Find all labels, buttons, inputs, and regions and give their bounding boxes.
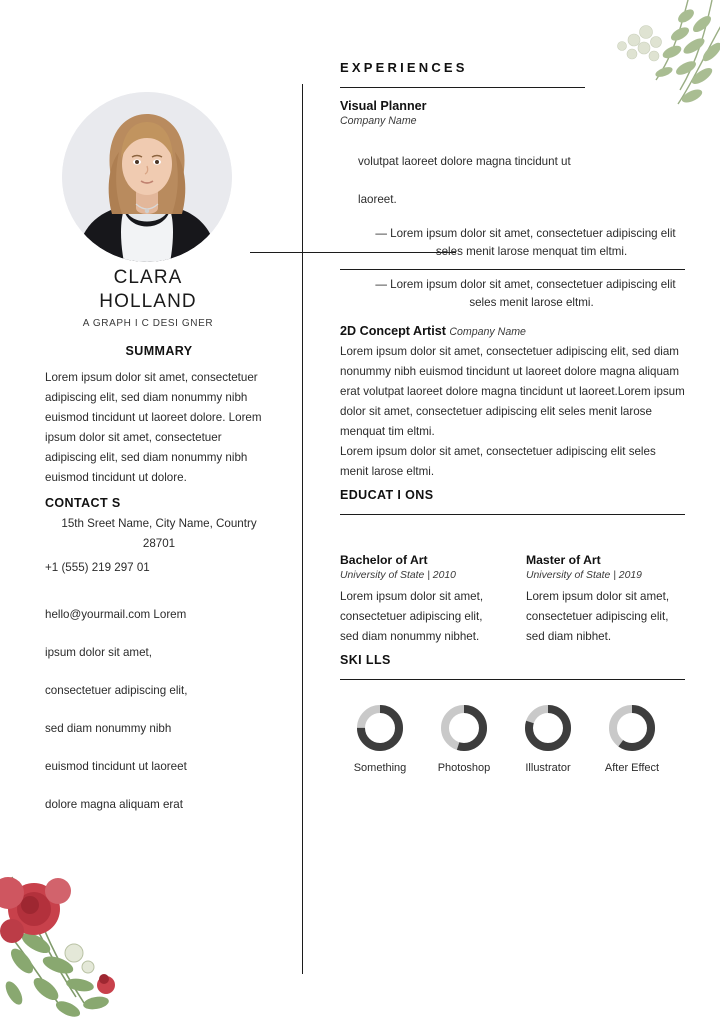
contact-line: consectetuer adipiscing elit, (45, 684, 188, 697)
right-column (340, 0, 685, 1017)
job2-title-text: 2D Concept Artist (340, 324, 446, 338)
contact-line: euismod tincidunt ut laoreet (45, 760, 187, 773)
contact-phone: +1 (555) 219 297 01 (45, 561, 150, 574)
left-body (45, 344, 273, 824)
skill-label: Photoshop (437, 762, 491, 774)
job1-title: Visual Planner (340, 99, 427, 113)
educations-grid (340, 553, 685, 647)
first-name: CLARA (113, 267, 183, 288)
contacts-heading: CONTACT S (45, 496, 121, 510)
skill-item (592, 702, 672, 774)
skill-donut-icon (354, 702, 406, 754)
education-institution: University of State | 2010 (340, 570, 456, 581)
education-degree: Bachelor of Art (340, 553, 428, 567)
skills-rule (340, 679, 685, 680)
skill-donut-icon (438, 702, 490, 754)
summary-text: Lorem ipsum dolor sit amet, consectetuer adipiscing elit, sed diam nonummy nibh euismod tincidunt ut laoreet dolore. Lorem ipsum dolor sit amet, consectetuer adipiscing elit, sed diam nonummy nibh euismod tincidunt ut dolore. (45, 371, 262, 484)
contact-extra-lines (45, 596, 273, 824)
job1-bullet-rule (340, 269, 685, 270)
contact-line: hello@yourmail.com Lorem (45, 608, 187, 621)
job2-title (340, 324, 685, 338)
summary-heading: SUMMARY (125, 344, 193, 358)
avatar-portrait (62, 92, 232, 262)
education-item (340, 553, 490, 647)
educations-rule (340, 514, 685, 515)
contact-address: 15th Sreet Name, City Name, Country 28701 (61, 517, 257, 550)
education-degree: Master of Art (526, 553, 601, 567)
job1-bullet: — Lorem ipsum dolor sit amet, consectetuer adipiscing elit seles menit larose eltmi. (375, 278, 676, 309)
education-text: Lorem ipsum dolor sit amet, consectetuer adipiscing elit, sed diam nonummy nibhet. (340, 590, 484, 643)
job1-paragraph-line: volutpat laoreet dolore magna tincidunt ut (358, 155, 571, 168)
contact-line: sed diam nonummy nibh (45, 722, 172, 735)
last-name: HOLLAND (99, 291, 197, 312)
name-block (0, 266, 296, 329)
job2-company: Company Name (449, 326, 526, 338)
skills-heading: SKI LLS (340, 653, 391, 667)
experiences-heading: EXPERIENCES (340, 60, 468, 75)
job2-body: Lorem ipsum dolor sit amet, consectetuer adipiscing elit, sed diam nonummy nibh euismod tincidunt ut laoreet dolore magna aliquam erat volutpat laoreet dolore magna tincidunt ut laoreet.Lorem ipsum dolor sit amet, consectetuer adipiscing elit seles menit larose menquat tim eltmi. (340, 345, 685, 438)
contact-line: ipsum dolor sit amet, (45, 646, 152, 659)
skill-item (340, 702, 420, 774)
job2-body-2: Lorem ipsum dolor sit amet, consectetuer adipiscing elit seles menit larose eltmi. (340, 445, 656, 478)
job-title: A GRAPH I C DESI GNER (82, 318, 214, 329)
skills-row (340, 702, 672, 774)
left-column (0, 0, 296, 1017)
skill-item (424, 702, 504, 774)
education-text: Lorem ipsum dolor sit amet, consectetuer adipiscing elit, sed diam nibhet. (526, 590, 670, 643)
job1-paragraph (340, 143, 685, 219)
job1-paragraph-line: laoreet. (358, 193, 397, 206)
job1-company: Company Name (340, 115, 417, 127)
contact-line: dolore magna aliquam erat (45, 798, 183, 811)
skill-label: Illustrator (525, 762, 571, 774)
job1-bullet: — Lorem ipsum dolor sit amet, consectetuer adipiscing elit seles menit larose menquat tim eltmi. (375, 227, 676, 258)
education-institution: University of State | 2019 (526, 570, 642, 581)
skill-label: Something (353, 762, 407, 774)
skill-donut-icon (606, 702, 658, 754)
educations-heading: EDUCAT I ONS (340, 488, 434, 502)
vertical-divider (302, 84, 303, 974)
skill-item (508, 702, 588, 774)
avatar (62, 92, 232, 262)
skill-donut-icon (522, 702, 574, 754)
experiences-rule (340, 87, 585, 88)
skill-label: After Effect (604, 762, 660, 774)
education-item (526, 553, 676, 647)
